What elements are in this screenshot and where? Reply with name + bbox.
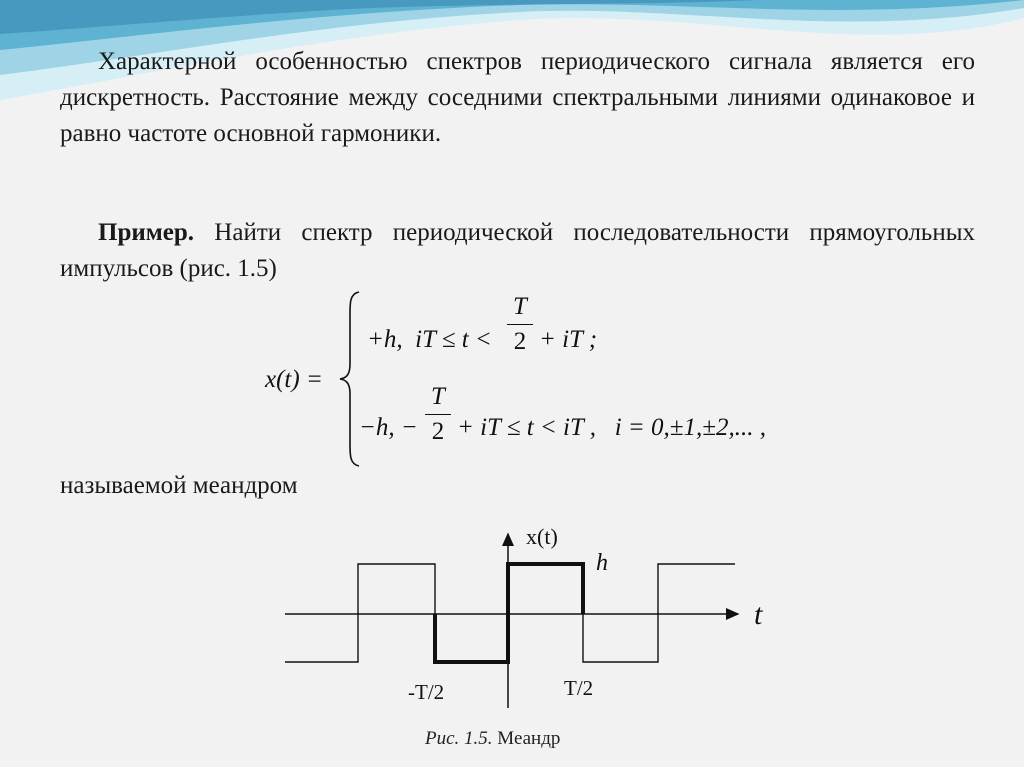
example-paragraph (60, 215, 975, 287)
case1-fraction (507, 292, 533, 357)
figure-caption (425, 728, 560, 750)
case2-tail: + iT ≤ t < iT , i = 0,±1,±2,... , (457, 414, 766, 441)
pos-half-period-label: T/2 (564, 676, 594, 700)
meander-diagram (270, 520, 790, 720)
case2-denominator: 2 (431, 418, 445, 445)
example-lead: Пример. (98, 219, 195, 246)
meander-right-period (583, 564, 735, 662)
case1-tail: + iT ; (539, 326, 598, 353)
amplitude-label: h (596, 550, 608, 576)
meander-main-period (435, 564, 583, 662)
formula-lhs: x(t) = (265, 366, 323, 393)
case2-fraction (425, 382, 451, 447)
case1-condition: +h, iT ≤ t < (367, 326, 492, 353)
meander-plot (270, 520, 790, 720)
y-axis-label: x(t) (526, 524, 558, 549)
meander-label-text: называемой меандром (60, 472, 298, 499)
neg-half-period-label: -T/2 (408, 680, 445, 704)
meander-left-period (285, 564, 435, 662)
t-axis-label: t (754, 598, 763, 631)
caption-figure-number: Рис. 1.5. (425, 728, 493, 749)
case2-lead: −h, − (359, 414, 418, 441)
meander-formula (255, 288, 875, 473)
case1-numerator: T (513, 293, 527, 320)
caption-title: Меандр (492, 728, 561, 749)
example-text: Найти спектр периодической последовательности прямоугольных импульсов (рис. 1.5) (60, 219, 975, 282)
case2-numerator: T (431, 383, 445, 410)
intro-paragraph: Характерной особенностью спектров периодического сигнала является его дискретность. Расстояние между соседними спектральными линиями одинаковое и равно частоте основной гармоники. (60, 48, 975, 147)
case1-denominator: 2 (513, 328, 527, 355)
